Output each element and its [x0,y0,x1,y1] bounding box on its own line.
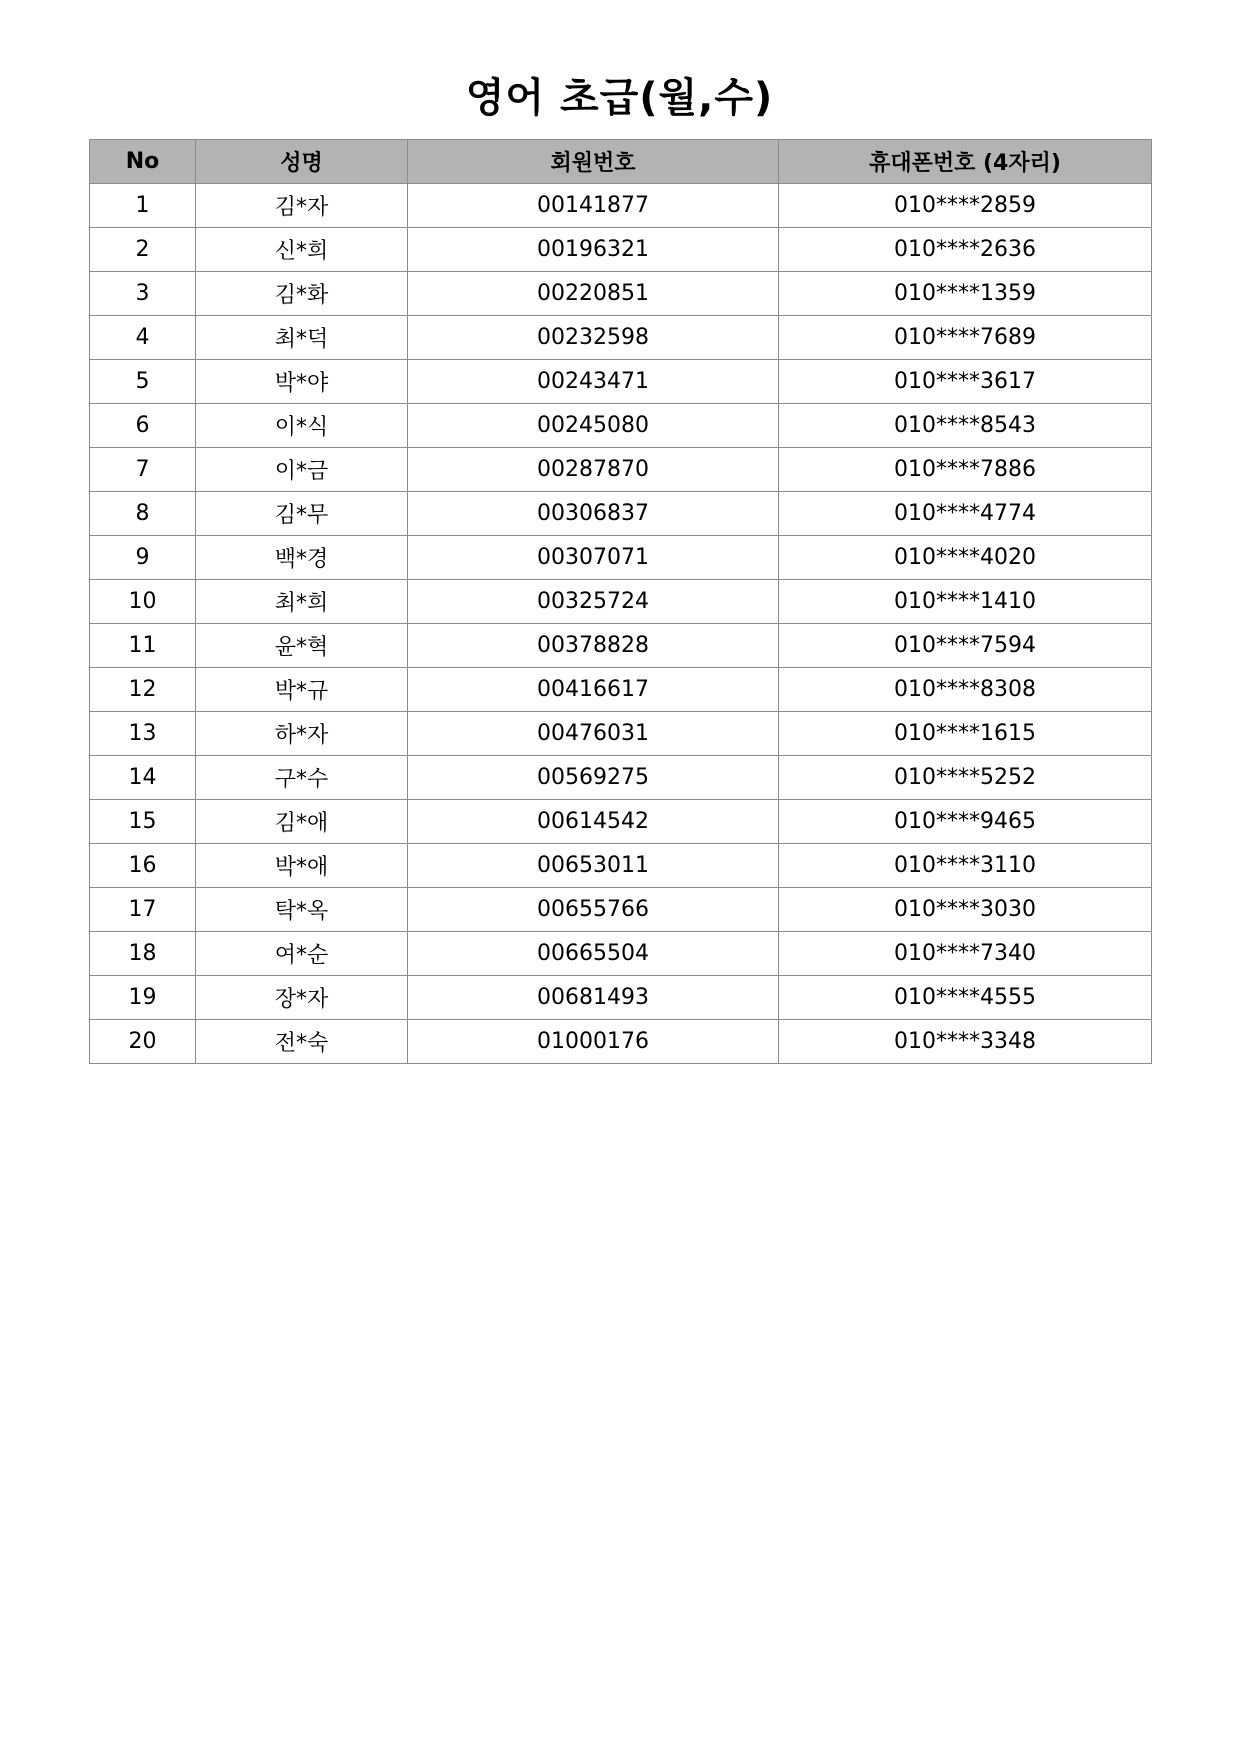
cell-member-id: 00416617 [408,668,779,712]
cell-no: 15 [90,800,196,844]
cell-name: 박*애 [196,844,408,888]
table-row [90,844,1152,888]
cell-no: 18 [90,932,196,976]
cell-name: 탁*옥 [196,888,408,932]
table-row [90,976,1152,1020]
cell-member-id: 00476031 [408,712,779,756]
column-header-no: No [90,140,196,184]
table-row [90,272,1152,316]
table-row [90,624,1152,668]
cell-name: 이*금 [196,448,408,492]
cell-phone: 010****1359 [779,272,1152,316]
cell-phone: 010****7689 [779,316,1152,360]
cell-name: 전*숙 [196,1020,408,1064]
cell-member-id: 00243471 [408,360,779,404]
table-row [90,580,1152,624]
cell-phone: 010****4020 [779,536,1152,580]
cell-name: 백*경 [196,536,408,580]
cell-member-id: 00569275 [408,756,779,800]
table-row [90,184,1152,228]
cell-no: 11 [90,624,196,668]
cell-phone: 010****2636 [779,228,1152,272]
cell-member-id: 00306837 [408,492,779,536]
member-roster-table [89,139,1152,1064]
cell-no: 3 [90,272,196,316]
cell-phone: 010****4555 [779,976,1152,1020]
cell-member-id: 00196321 [408,228,779,272]
cell-no: 1 [90,184,196,228]
cell-no: 9 [90,536,196,580]
cell-name: 구*수 [196,756,408,800]
table-row [90,712,1152,756]
cell-no: 16 [90,844,196,888]
cell-member-id: 00665504 [408,932,779,976]
cell-member-id: 00681493 [408,976,779,1020]
cell-member-id: 00655766 [408,888,779,932]
cell-name: 김*무 [196,492,408,536]
cell-name: 장*자 [196,976,408,1020]
cell-no: 14 [90,756,196,800]
table-row [90,228,1152,272]
cell-no: 8 [90,492,196,536]
cell-phone: 010****9465 [779,800,1152,844]
cell-phone: 010****4774 [779,492,1152,536]
cell-member-id: 00245080 [408,404,779,448]
cell-phone: 010****3617 [779,360,1152,404]
cell-member-id: 00220851 [408,272,779,316]
table-row [90,404,1152,448]
table-row [90,316,1152,360]
cell-phone: 010****7340 [779,932,1152,976]
cell-no: 12 [90,668,196,712]
table-body [90,184,1152,1064]
page-title: 영어 초급(월,수) [465,75,774,121]
cell-name: 박*야 [196,360,408,404]
cell-member-id: 00307071 [408,536,779,580]
cell-name: 최*덕 [196,316,408,360]
cell-phone: 010****3348 [779,1020,1152,1064]
cell-member-id: 00141877 [408,184,779,228]
cell-member-id: 00232598 [408,316,779,360]
cell-member-id: 00287870 [408,448,779,492]
cell-phone: 010****1410 [779,580,1152,624]
cell-phone: 010****3110 [779,844,1152,888]
cell-member-id: 01000176 [408,1020,779,1064]
cell-name: 최*희 [196,580,408,624]
table-row [90,932,1152,976]
table-header-row [90,140,1152,184]
cell-no: 19 [90,976,196,1020]
cell-phone: 010****1615 [779,712,1152,756]
table-row [90,756,1152,800]
cell-name: 이*식 [196,404,408,448]
table-row [90,668,1152,712]
cell-name: 김*화 [196,272,408,316]
cell-name: 김*자 [196,184,408,228]
cell-no: 5 [90,360,196,404]
cell-no: 2 [90,228,196,272]
cell-phone: 010****2859 [779,184,1152,228]
cell-name: 신*희 [196,228,408,272]
cell-member-id: 00325724 [408,580,779,624]
cell-no: 10 [90,580,196,624]
cell-name: 김*애 [196,800,408,844]
table-row [90,800,1152,844]
cell-phone: 010****7886 [779,448,1152,492]
cell-name: 여*순 [196,932,408,976]
cell-phone: 010****8308 [779,668,1152,712]
cell-phone: 010****8543 [779,404,1152,448]
cell-member-id: 00378828 [408,624,779,668]
table-row [90,1020,1152,1064]
cell-member-id: 00614542 [408,800,779,844]
column-header-member-id: 회원번호 [408,140,779,184]
cell-name: 윤*혁 [196,624,408,668]
cell-name: 박*규 [196,668,408,712]
cell-member-id: 00653011 [408,844,779,888]
column-header-name: 성명 [196,140,408,184]
cell-no: 20 [90,1020,196,1064]
cell-no: 17 [90,888,196,932]
table-row [90,492,1152,536]
table-row [90,360,1152,404]
cell-no: 7 [90,448,196,492]
cell-name: 하*자 [196,712,408,756]
table-row [90,448,1152,492]
cell-no: 6 [90,404,196,448]
cell-phone: 010****3030 [779,888,1152,932]
cell-phone: 010****7594 [779,624,1152,668]
cell-phone: 010****5252 [779,756,1152,800]
cell-no: 13 [90,712,196,756]
table-row [90,536,1152,580]
table-row [90,888,1152,932]
column-header-phone: 휴대폰번호 (4자리) [779,140,1152,184]
cell-no: 4 [90,316,196,360]
